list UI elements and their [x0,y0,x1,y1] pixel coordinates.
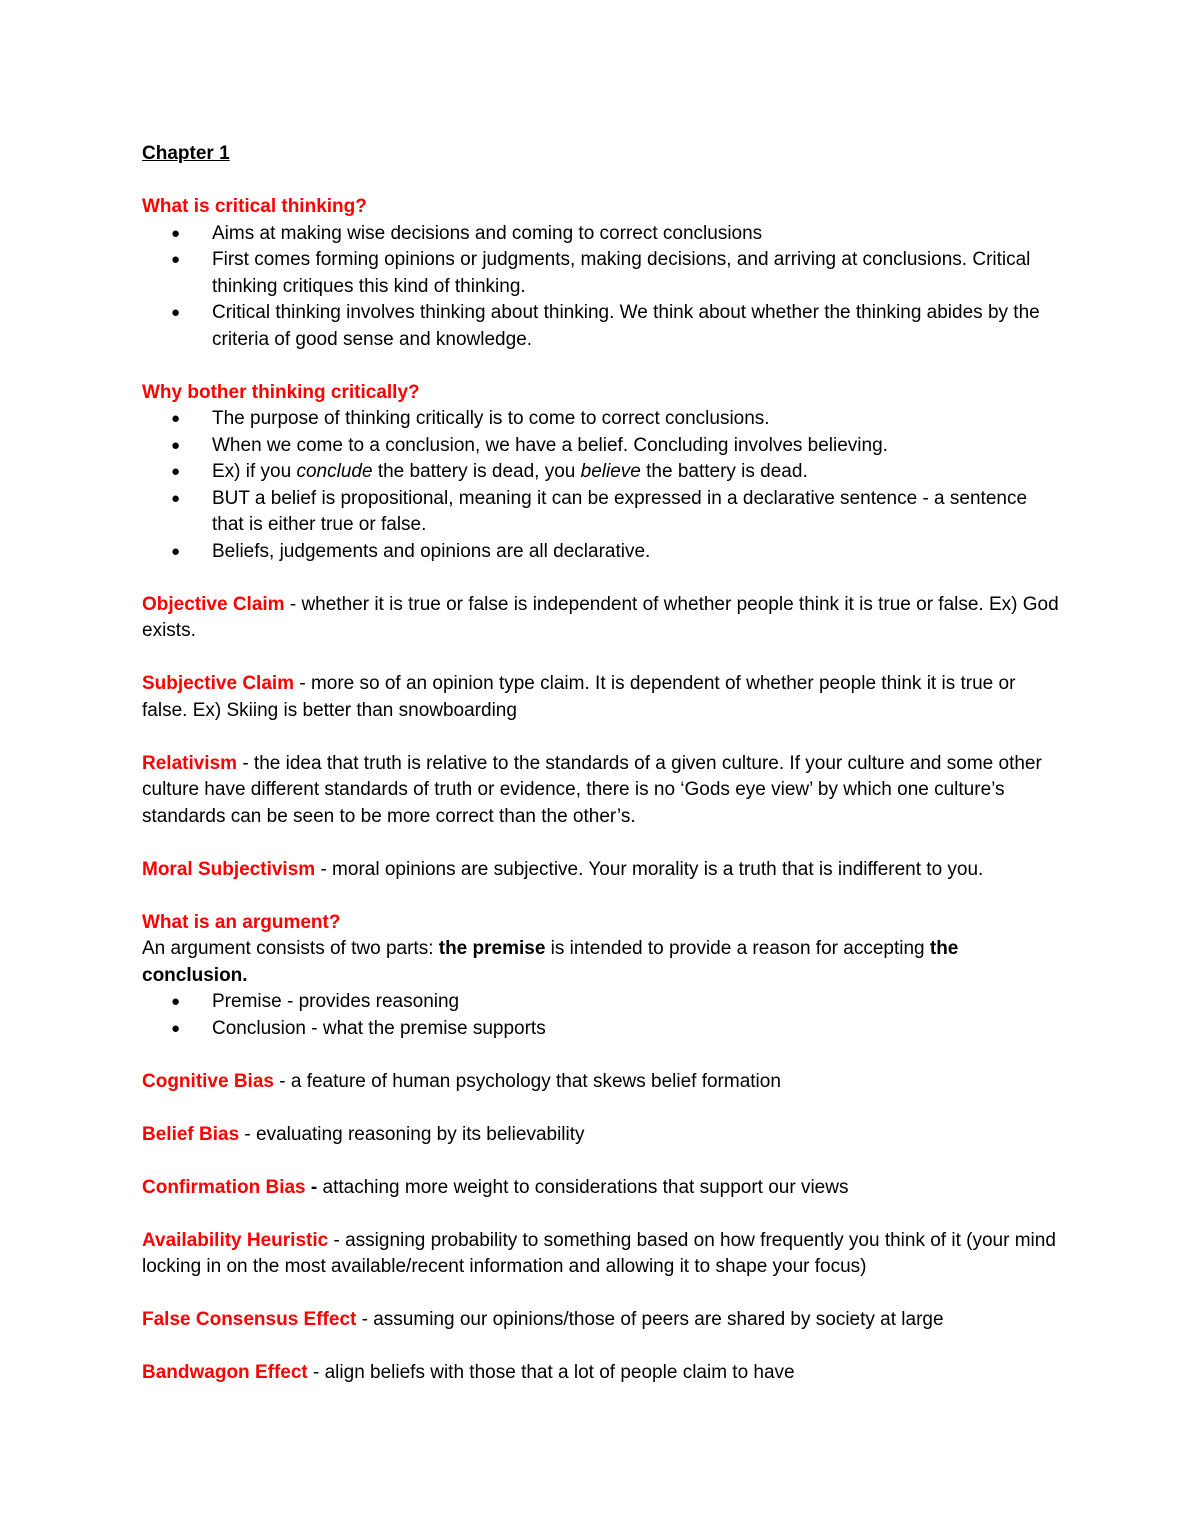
list-item: ● Ex) if you conclude the battery is dead, you believe the battery is dead. [142,459,1062,486]
spacer [142,645,1062,672]
term-definition: - whether it is true or false is independent of whether people think it is true or false. Ex) God exists. [142,593,1059,641]
list-item: ● Aims at making wise decisions and coming to correct conclusions [142,221,1062,248]
heading-argument: What is an argument? [142,911,341,933]
list-item: ● Critical thinking involves thinking about thinking. We think about whether the thinking abides by the criteria of good sense and knowledge. [171,302,1040,350]
critical-thinking-list [142,221,1062,354]
why-bother-list [142,406,1062,565]
spacer [142,1042,1062,1069]
bullet-icon: ● [171,224,181,242]
document-page [142,141,1062,1387]
term-moral-subjectivism [142,857,1062,884]
term-definition: - the idea that truth is relative to the standards of a given culture. If your culture and some other culture have different standards of truth or evidence, there is no ‘Gods eye view’ by which one culture’s standards can be seen to be more correct than the other’s. [142,752,1042,827]
term-label: Moral Subjectivism [142,858,316,880]
term-label: False Consensus Effect [142,1309,357,1330]
term-definition: - assuming our opinions/those of peers are shared by society at large [356,1309,944,1330]
bullet-icon: ● [171,542,181,560]
spacer [142,1201,1062,1228]
emphasis-believe: believe [580,461,641,482]
term-cognitive-bias [142,1069,1062,1096]
term-objective-claim [142,592,1062,645]
term-label: Belief Bias [142,1123,240,1145]
term-availability-heuristic [142,1228,1062,1281]
bullet-icon: ● [171,304,181,321]
spacer [142,830,1062,857]
term-label: Cognitive Bias [142,1070,274,1092]
spacer [142,168,1062,195]
term-dash: - [305,1176,318,1198]
term-subjective-claim [142,671,1062,724]
term-label: Subjective Claim [142,673,295,694]
term-label: Confirmation Bias [142,1176,306,1198]
argument-list [142,989,1062,1042]
term-belief-bias [142,1122,1062,1149]
term-confirmation-bias [142,1175,1062,1202]
list-item: ● When we come to a conclusion, we have a belief. Concluding involves believing. [142,433,1062,460]
bullet-icon: ● [171,993,181,1010]
term-definition: - assigning probability to something based on how frequently you think of it (your mind locking in on the most available/recent information and allowing it to shape your focus) [142,1229,1056,1277]
spacer [142,724,1062,751]
term-definition: - moral opinions are subjective. Your morality is a truth that is indifferent to you. [315,858,984,880]
term-definition: - more so of an opinion type claim. It is dependent of whether people think it is true or false. Ex) Skiing is better than snowboarding [142,673,1016,721]
emphasis-premise: the premise [438,938,546,959]
emphasis-conclude: conclude [296,461,373,482]
spacer [142,565,1062,592]
emphasis-conclusion: the conclusion. [142,938,959,986]
bullet-icon: ● [171,410,181,427]
term-bandwagon-effect [142,1360,1062,1387]
bullet-icon: ● [171,436,181,454]
term-definition: attaching more weight to considerations that support our views [317,1176,849,1198]
bullet-icon: ● [171,463,181,480]
heading-critical-thinking: What is critical thinking? [142,196,367,217]
spacer [142,883,1062,910]
list-item: ● BUT a belief is propositional, meaning it can be expressed in a declarative sentence - a sentence that is either true or false. [171,487,1028,535]
spacer [142,1095,1062,1122]
chapter-title: Chapter 1 [142,143,230,164]
spacer [142,1334,1062,1361]
term-definition: - evaluating reasoning by its believability [239,1123,585,1145]
list-item: ● First comes forming opinions or judgments, making decisions, and arriving at conclusions. Critical thinking critiques this kind of thinking. [171,249,1031,297]
list-item: ● Beliefs, judgements and opinions are all declarative. [142,539,1062,566]
term-false-consensus [142,1307,1062,1334]
bullet-icon: ● [171,1019,181,1037]
list-item: ● The purpose of thinking critically is to come to correct conclusions. [142,406,1062,433]
term-label: Availability Heuristic [142,1229,329,1251]
list-item: ● Conclusion - what the premise supports [142,1016,1062,1043]
term-label: Relativism [142,752,238,774]
spacer [142,1148,1062,1175]
bullet-icon: ● [171,251,181,268]
term-definition: - a feature of human psychology that skews belief formation [273,1070,781,1092]
term-label: Bandwagon Effect [142,1362,308,1383]
bullet-icon: ● [171,489,181,507]
spacer [142,1281,1062,1308]
list-item: ● Premise - provides reasoning [142,989,1062,1016]
term-label: Objective Claim [142,593,285,615]
term-definition: - align beliefs with those that a lot of people claim to have [307,1362,795,1383]
term-relativism [142,751,1062,831]
heading-why-bother: Why bother thinking critically? [142,381,420,403]
argument-intro: An argument consists of two parts: the premise is intended to provide a reason for accepting the conclusion. [142,938,959,986]
spacer [142,353,1062,380]
